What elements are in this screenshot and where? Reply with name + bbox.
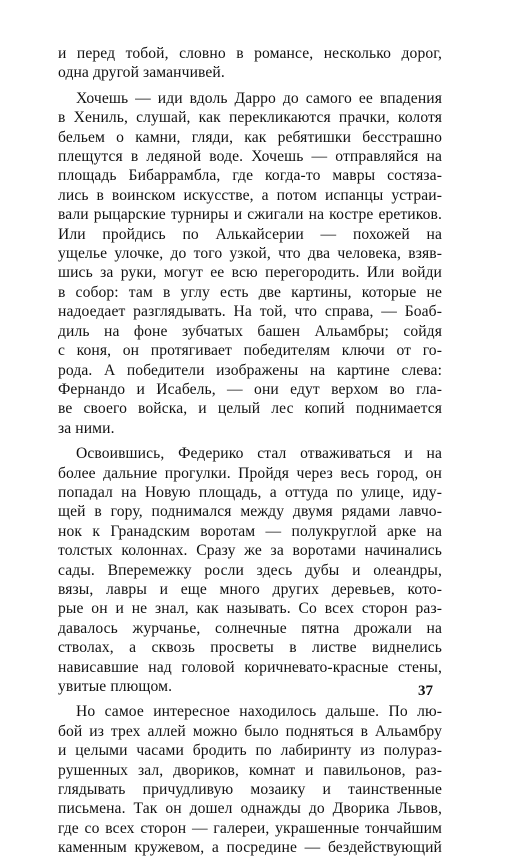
text-line: стволах, а сквозь просветы в листве виднелись <box>58 639 442 657</box>
page-number: 37 <box>418 683 433 699</box>
book-page-text <box>58 44 442 858</box>
text-line: бельем о камни, гляди, как ребятишки бесстрашно <box>58 128 442 146</box>
text-line: вязы, лавры и еще много других деревьев, кото- <box>58 580 442 598</box>
text-line: надоедает разглядывать. На той, что справа, — Боаб- <box>58 303 442 321</box>
text-line: в собор: там в углу есть две картины, которые не <box>58 283 442 301</box>
text-line: письмена. Так он дошел однажды до Дворика Львов, <box>58 800 442 818</box>
text-line: вали рыцарские турниры и сжигали на костре еретиков. <box>58 206 442 224</box>
text-line: давалось журчанье, солнечные пятна дрожали на <box>58 619 442 637</box>
text-line: толстых колоннах. Сразу же за воротами начинались <box>58 542 442 560</box>
paragraph-3 <box>58 444 442 696</box>
text-line: попадал на Новую площадь, а оттуда по улице, иду- <box>58 483 442 501</box>
text-line: плещутся в ледяной воде. Хочешь — отправляйся на <box>58 148 442 166</box>
text-line: за ними. <box>58 419 115 437</box>
text-line: увитые плющом. <box>58 678 173 695</box>
text-line: нок к Гранадским воротам — полукруглой арке на <box>58 522 442 540</box>
text-line: рода. А победители изображены на картине слева: <box>58 361 442 379</box>
text-line: одна другой заманчивей. <box>58 64 225 82</box>
text-line: ущелье улочке, до того узкой, что два человека, взяв- <box>58 245 442 263</box>
text-line: шись за руки, могут ее всю перегородить. Или войди <box>58 264 442 282</box>
text-line: лись в воинском искусстве, а потом испанцы устраи- <box>58 186 442 204</box>
text-line: и целыми часами бродить по лабиринту из полураз- <box>58 742 442 760</box>
text-line: и перед тобой, словно в романсе, несколько дорог, <box>58 45 442 62</box>
text-line: нависавшие над головой коричневато-красные стены, <box>58 658 442 676</box>
text-line: щей в гору, поднимался между двумя рядами лавчо- <box>58 503 442 521</box>
text-line: глядывать причудливую мозаику и таинственные <box>58 781 442 799</box>
text-line: сады. Вперемежку росли здесь дубы и олеандры, <box>58 561 442 579</box>
paragraph-1 <box>58 44 442 83</box>
text-line: более дальние прогулки. Пройдя через весь город, он <box>58 464 442 482</box>
paragraph-4 <box>58 702 442 857</box>
text-line: рушенных зал, двориков, комнат и павильонов, раз- <box>58 761 442 779</box>
text-line: каменным кружевом, а посредине — бездействующий <box>58 839 442 857</box>
text-line: где со всех сторон — галереи, украшенные тончайшим <box>58 819 442 837</box>
text-line: бой из трех аллей можно было подняться в Альамбру <box>58 722 442 740</box>
text-line: ве своего войска, и целый лес копий поднимается <box>58 400 442 418</box>
text-line: с коня, он протягивает победителям ключи от го- <box>58 342 442 360</box>
text-line: Или пройдись по Алькайсерии — похожей на <box>58 225 442 243</box>
text-line: диль на фоне зубчатых башен Альамбры; сойдя <box>58 322 442 340</box>
text-line: рые он и не знал, как называть. Со всех сторон раз- <box>58 600 442 618</box>
text-line: Освоившись, Федерико стал отваживаться и на <box>76 445 442 463</box>
text-line: Хочешь — иди вдоль Дарро до самого ее впадения <box>76 89 442 107</box>
text-line: Но самое интересное находилось дальше. По лю- <box>76 703 442 721</box>
paragraph-2 <box>58 89 442 438</box>
text-line: в Хениль, слушай, как перекликаются прачки, колотя <box>58 109 442 127</box>
text-line: площадь Бибаррамбла, где когда-то мавры состяза- <box>58 167 442 185</box>
text-line: Фернандо и Исабель, — они едут верхом во гла- <box>58 380 442 398</box>
